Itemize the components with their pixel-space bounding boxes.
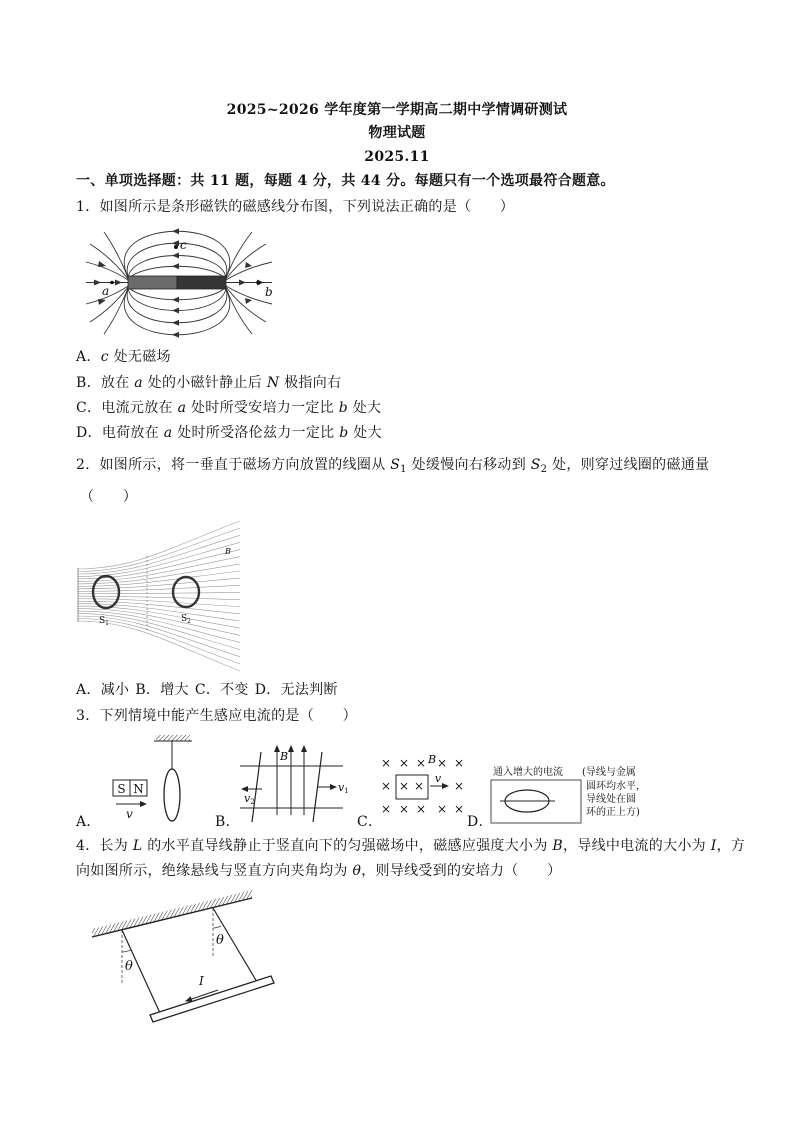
variable: B: [552, 838, 563, 854]
field-cross: ×: [380, 802, 392, 816]
field-cross: ×: [398, 779, 410, 793]
label-field-b: B: [427, 753, 437, 766]
stem-text: 处，则穿过线圈的磁通量: [547, 457, 710, 473]
option-text: C．电流元放在: [76, 400, 178, 416]
arrowhead: [94, 280, 101, 286]
arrowhead: [245, 262, 252, 268]
arrowhead: [172, 332, 179, 338]
q3-label-b: B．: [215, 814, 240, 830]
option-text: 处大: [348, 425, 382, 441]
variable: a: [134, 375, 143, 391]
field-line: [78, 592, 240, 593]
arrowhead: [172, 228, 179, 234]
arrowhead: [98, 261, 106, 267]
diverging-field-figure: [74, 515, 244, 675]
field-line: [127, 289, 227, 323]
label-s2-sub: 2: [187, 618, 191, 625]
q2-option-b: B．增大: [135, 682, 189, 698]
label-s2-letter: S: [181, 614, 188, 624]
field-line: [226, 244, 266, 279]
field-line: [226, 232, 252, 278]
arrowhead: [172, 263, 179, 269]
field-line: [78, 550, 240, 579]
label-b-field: B: [225, 547, 231, 556]
field-line: [226, 287, 266, 322]
q2-options: [76, 680, 344, 700]
variable: I: [710, 838, 717, 854]
field-cross: ×: [436, 756, 448, 770]
field-cross: ×: [436, 802, 448, 816]
field-line: [90, 244, 128, 279]
metal-ring: [164, 769, 180, 821]
variable: a: [177, 400, 187, 416]
angle-left-label: θ: [125, 959, 133, 974]
arrowhead: [172, 320, 179, 326]
variable: b: [338, 400, 348, 416]
field-cross: ×: [398, 802, 410, 816]
arrowhead: [239, 280, 246, 286]
field-line: [78, 621, 240, 671]
field-cross: ×: [380, 779, 392, 793]
ceiling-hatch: [156, 735, 190, 741]
option-text: 极指向右: [279, 375, 342, 391]
section-heading: 一、单项选择题：共 11 题，每题 4 分，共 44 分。每题只有一个选项最符合题意。: [76, 173, 615, 189]
stem-text: 4．长为: [76, 838, 133, 854]
note-line: 导线处在圆: [586, 794, 636, 805]
bar-left: [252, 752, 261, 822]
q3-stem: 3．下列情境中能产生感应电流的是（ ）: [76, 708, 357, 724]
label-field-b: B: [280, 750, 289, 763]
q1-option-d: [76, 423, 382, 443]
label-v2-letter: v: [244, 792, 251, 805]
conducting-rod: [150, 976, 274, 1022]
field-lines-group: [78, 521, 240, 671]
q2-answer-bracket: （ ）: [80, 489, 138, 505]
field-line: [104, 232, 128, 278]
coil-s2: [173, 577, 199, 607]
exam-subject: 物理试题: [368, 125, 426, 141]
label-velocity: v: [434, 772, 442, 785]
option-text: 处的小磁针静止后: [142, 375, 267, 391]
q1-option-b: [76, 373, 341, 393]
q2-option-d: D．无法判断: [254, 682, 338, 698]
field-line: [226, 288, 252, 334]
label-velocity: v: [126, 807, 133, 821]
arrowhead: [245, 298, 252, 304]
variable: θ: [352, 863, 362, 879]
label-s2: [181, 614, 191, 625]
ceiling: [92, 898, 252, 937]
option-text: 处无磁场: [108, 349, 171, 365]
q1-stem: 1．如图所示是条形磁铁的磁感线分布图，下列说法正确的是（ ）: [76, 199, 515, 215]
field-line: [78, 535, 240, 574]
variable: a: [163, 425, 173, 441]
note-line: 圆环均水平，: [586, 781, 646, 792]
point-a: [110, 281, 114, 285]
arrowhead: [98, 299, 106, 305]
q3-label-d: D．: [467, 814, 493, 830]
field-cross: ×: [398, 756, 410, 770]
stem-text: 2．如图所示，将一垂直于磁场方向放置的线圈从: [76, 457, 391, 473]
arrowhead: [115, 280, 122, 286]
label-v2: [244, 792, 255, 806]
q1-option-c: [76, 398, 381, 418]
point-b: [256, 281, 260, 285]
label-v1-letter: v: [338, 781, 345, 794]
label-s-pole: S: [117, 782, 126, 796]
field-line: [78, 542, 240, 576]
label-b: b: [265, 285, 273, 299]
q2-option-a: A．减小: [76, 682, 130, 698]
option-text: 处时所受洛伦兹力一定比: [172, 425, 340, 441]
q2-stem: [76, 455, 709, 475]
stem-text: 向如图所示，绝缘悬线与竖直方向夹角均为: [76, 863, 353, 879]
arrowhead: [172, 297, 179, 303]
variable: S: [390, 457, 401, 473]
ceiling-hatch: [92, 890, 252, 937]
hanging-wire-figure: [88, 888, 278, 1036]
coil-s1: [93, 576, 119, 608]
label-v1-sub: 1: [344, 787, 349, 795]
field-cross: ×: [380, 756, 392, 770]
q4-stem-line2: [76, 861, 561, 881]
option-text: 处时所受安培力一定比: [186, 400, 339, 416]
label-s1-sub: 1: [105, 620, 109, 627]
arrowhead: [172, 253, 179, 259]
stem-text: 处缓慢向右移动到: [406, 457, 531, 473]
q3-label-c: C．: [357, 814, 383, 830]
subscript: 1: [400, 464, 407, 475]
option-text: A．: [76, 349, 101, 365]
field-cross: ×: [453, 779, 465, 793]
field-cross: ×: [415, 802, 427, 816]
magnet-right-half: [177, 276, 226, 289]
exam-date: 2025.11: [364, 149, 430, 165]
variable: N: [266, 375, 280, 391]
angle-arc-right: [213, 926, 221, 928]
variable: c: [100, 349, 109, 365]
field-cross: ×: [415, 756, 427, 770]
q1-option-a: [76, 347, 171, 367]
subscript: 2: [540, 464, 548, 475]
scenario-a: [113, 735, 192, 821]
field-cross: ×: [453, 756, 465, 770]
variable: S: [530, 457, 541, 473]
q2-option-c: C．不变: [194, 682, 249, 698]
option-text: B．放在: [76, 375, 135, 391]
stem-text: 的水平直导线静止于竖直向下的匀强磁场中，磁感应强度大小为: [142, 838, 553, 854]
bar-magnet-field-figure: [80, 226, 280, 340]
note-line: (导线与金属: [582, 767, 636, 778]
current-label: I: [199, 974, 204, 988]
stem-text: ，方: [716, 838, 746, 854]
scenario-b: [240, 746, 349, 822]
arrowhead: [172, 308, 179, 314]
option-text: D．电荷放在: [76, 425, 164, 441]
label-a: a: [102, 284, 110, 298]
variable: L: [132, 838, 143, 854]
angle-right-label: θ: [216, 933, 224, 948]
q4-stem-line1: [76, 836, 745, 856]
label-v1: [338, 781, 349, 795]
note-line: 环的正上方): [586, 807, 640, 818]
q3-label-a: A．: [76, 814, 101, 830]
scenario-d: [491, 765, 646, 823]
variable: b: [339, 425, 349, 441]
stem-text: ，导线中电流的大小为: [562, 838, 711, 854]
field-cross: ×: [413, 779, 425, 793]
exam-title: 2025~2026 学年度第一学期高二期中学情调研测试: [226, 102, 568, 118]
option-text: 处大: [347, 400, 382, 416]
label-s1-letter: S: [99, 616, 106, 626]
field-cross: ×: [453, 802, 465, 816]
angle-arc-left: [122, 950, 131, 952]
label-n-pole: N: [133, 782, 144, 796]
caption-current: 通入增大的电流: [493, 767, 563, 778]
label-v2-sub: 2: [250, 798, 255, 806]
magnet-left-half: [128, 276, 177, 289]
point-c: [174, 245, 178, 249]
label-c: c: [180, 238, 187, 252]
scenario-c: [381, 753, 464, 816]
stem-text: ，则导线受到的安培力（ ）: [361, 863, 562, 879]
